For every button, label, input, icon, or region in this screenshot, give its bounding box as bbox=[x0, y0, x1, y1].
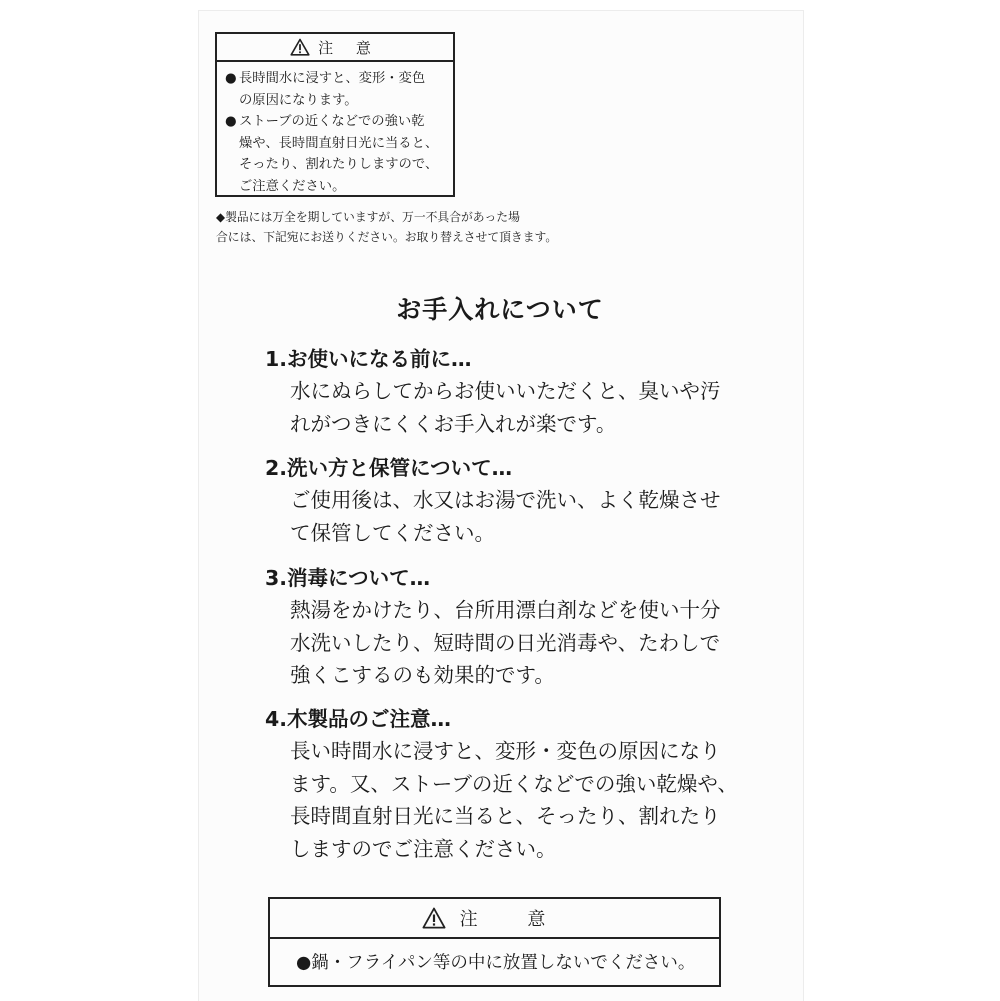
warranty-notice bbox=[216, 207, 586, 247]
section-line: 水洗いしたり、短時間の日光消毒や、たわしで bbox=[290, 630, 721, 655]
bullet: ● bbox=[225, 71, 237, 86]
caution-box-top bbox=[215, 32, 455, 197]
caution-item bbox=[225, 68, 447, 90]
caution-item bbox=[225, 111, 447, 133]
section-line: 強くこするのも効果的です。 bbox=[290, 663, 555, 687]
section-line: 水にぬらしてからお使いいただくと、臭いや汚 bbox=[290, 379, 721, 403]
caution-title: 注 意 bbox=[459, 909, 568, 930]
section-line: 長い時間水に浸すと、変形・変色の原因になり bbox=[290, 739, 721, 763]
notice-line: 合には、下記宛にお送りください。お取り替えさせて頂きます。 bbox=[216, 230, 558, 244]
caution-box-bottom bbox=[268, 897, 721, 987]
care-section-2 bbox=[265, 452, 765, 549]
caution-item-line: 燥や、長時間直射日光に当ると、 bbox=[239, 135, 439, 151]
section-line: れがつきにくくお手入れが楽です。 bbox=[290, 411, 617, 436]
caution-header bbox=[270, 899, 719, 939]
bullet: ● bbox=[225, 114, 237, 130]
caution-item-line: ストーブの近くなどでの強い乾 bbox=[239, 114, 425, 130]
warning-triangle-icon bbox=[290, 38, 310, 56]
warning-triangle-icon bbox=[422, 907, 446, 929]
care-section-1 bbox=[265, 343, 765, 440]
care-section-4 bbox=[265, 703, 765, 865]
section-line: ご使用後は、水又はお湯で洗い、よく乾燥させ bbox=[290, 488, 721, 512]
section-line: て保管してください。 bbox=[290, 520, 495, 545]
section-heading: 3.消毒について… bbox=[265, 566, 431, 590]
caution-item-line: ご注意ください。 bbox=[239, 178, 346, 194]
caution-item-line: 長時間水に浸すと、変形・変色 bbox=[239, 71, 426, 86]
care-title: お手入れについて bbox=[396, 295, 604, 324]
section-heading: 1.お使いになる前に… bbox=[265, 347, 472, 371]
caution-body bbox=[217, 62, 453, 198]
section-heading: 2.洗い方と保管について… bbox=[265, 456, 513, 480]
caution-text: ●鍋・フライパン等の中に放置しないでください。 bbox=[296, 953, 696, 973]
caution-header bbox=[217, 34, 453, 62]
section-line: ます。又、ストーブの近くなどでの強い乾燥や、 bbox=[290, 771, 738, 796]
section-line: 熱湯をかけたり、台所用漂白剤などを使い十分 bbox=[290, 598, 721, 622]
notice-line: ◆製品には万全を期していますが、万一不具合があった場 bbox=[216, 210, 520, 224]
section-line: 長時間直射日光に当ると、そったり、割れたり bbox=[290, 804, 721, 828]
caution-title: 注 意 bbox=[318, 38, 380, 57]
caution-item-line: の原因になります。 bbox=[239, 92, 358, 108]
section-heading: 4.木製品のご注意… bbox=[265, 707, 452, 731]
care-section-3 bbox=[265, 562, 765, 692]
section-line: しますのでご注意ください。 bbox=[290, 836, 557, 861]
caution-item-line: そったり、割れたりしますので、 bbox=[239, 157, 439, 173]
